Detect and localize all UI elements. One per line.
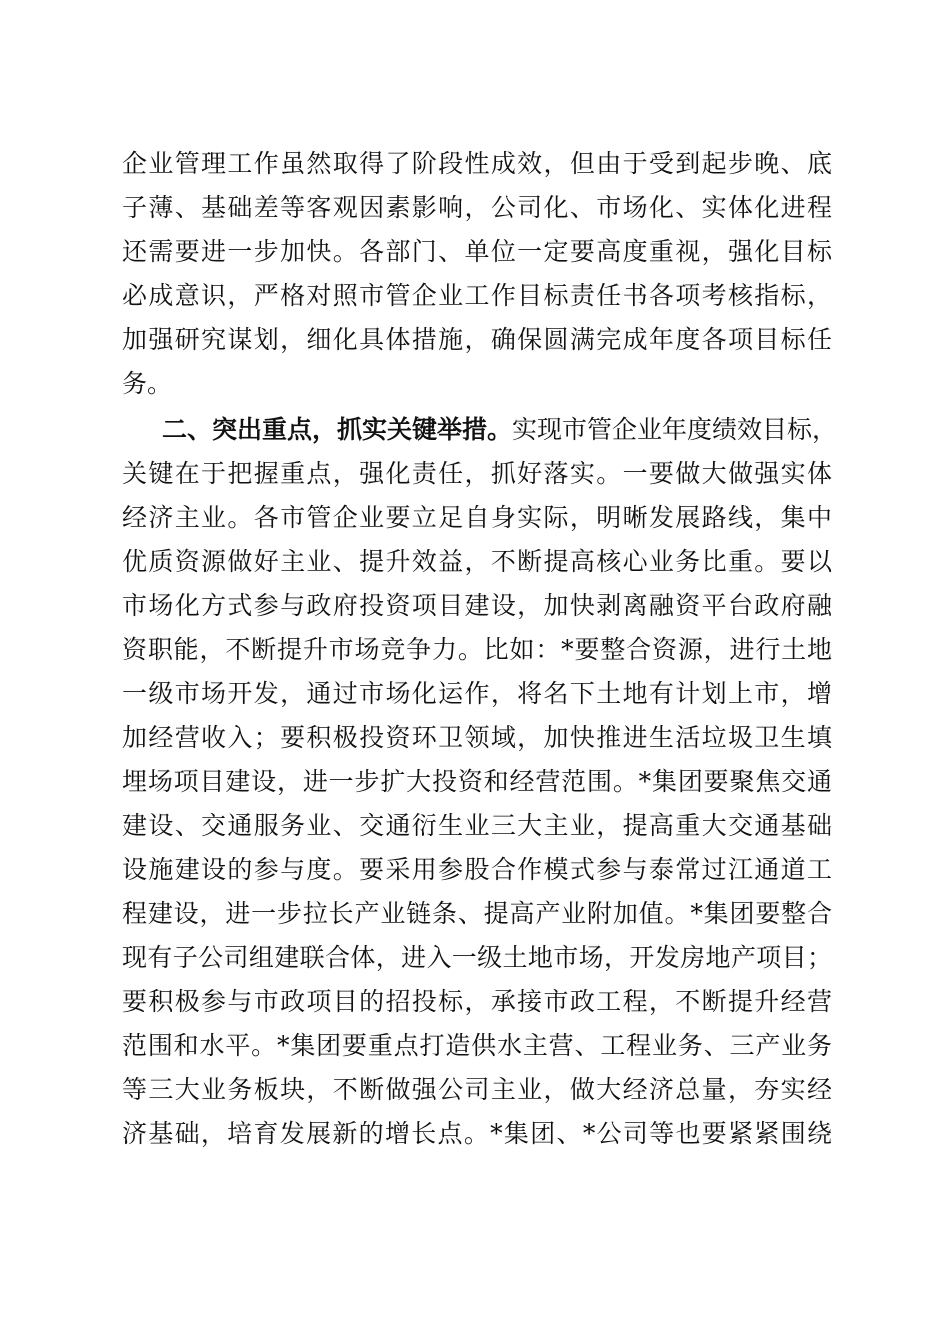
paragraph-2-line-2: 关键在于把握重点，强化责任，抓好落实。一要做大做强实体: [122, 459, 832, 488]
paragraph-2-line-1-rest: 实现市管企业年度绩效目标，: [512, 415, 838, 444]
paragraph-2-line-3: 经济主业。各市管企业要立足自身实际，明晰发展路线，集中: [122, 503, 832, 532]
paragraph-2-line-4: 优质资源做好主业、提升效益，不断提高核心业务比重。要以: [122, 547, 832, 576]
paragraph-2-line-14: 要积极参与市政项目的招投标，承接市政工程，不断提升经营: [122, 987, 832, 1016]
paragraph-2-line-6: 资职能，不断提升市场竞争力。比如：*要整合资源，进行土地: [122, 635, 832, 664]
paragraph-2-line-11: 设施建设的参与度。要采用参股合作模式参与泰常过江通道工: [122, 855, 832, 884]
section-heading: 二、突出重点，抓实关键举措。: [162, 415, 513, 444]
paragraph-1-line-3: 还需要进一步加快。各部门、单位一定要高度重视，强化目标: [122, 237, 832, 266]
paragraph-2-line-1: [162, 414, 838, 446]
paragraph-2-line-7: 一级市场开发，通过市场化运作，将名下土地有计划上市，增: [122, 679, 832, 708]
paragraph-2-line-15: 范围和水平。*集团要重点打造供水主营、工程业务、三产业务: [122, 1031, 832, 1060]
paragraph-2-line-16: 等三大业务板块，不断做强公司主业，做大经济总量，夯实经: [122, 1075, 832, 1104]
paragraph-1-line-2: 子薄、基础差等客观因素影响，公司化、市场化、实体化进程: [122, 193, 832, 222]
paragraph-2-line-12: 程建设，进一步拉长产业链条、提高产业附加值。*集团要整合: [122, 899, 832, 928]
paragraph-1-line-6: 务。: [122, 369, 173, 398]
paragraph-2-line-8: 加经营收入；要积极投资环卫领域，加快推进生活垃圾卫生填: [122, 723, 832, 752]
paragraph-1-line-1: 企业管理工作虽然取得了阶段性成效，但由于受到起步晚、底: [122, 149, 832, 178]
paragraph-2-line-5: 市场化方式参与政府投资项目建设，加快剥离融资平台政府融: [122, 591, 832, 620]
paragraph-1-line-5: 加强研究谋划，细化具体措施，确保圆满完成年度各项目标任: [122, 325, 832, 354]
paragraph-2-line-13: 现有子公司组建联合体，进入一级土地市场，开发房地产项目；: [122, 943, 832, 972]
paragraph-2-line-9: 埋场项目建设，进一步扩大投资和经营范围。*集团要聚焦交通: [122, 767, 832, 796]
paragraph-1-line-4: 必成意识，严格对照市管企业工作目标责任书各项考核指标，: [122, 281, 832, 310]
paragraph-2-line-10: 建设、交通服务业、交通衍生业三大主业，提高重大交通基础: [122, 811, 832, 840]
paragraph-2-line-17: 济基础，培育发展新的增长点。*集团、*公司等也要紧紧围绕: [122, 1119, 832, 1148]
